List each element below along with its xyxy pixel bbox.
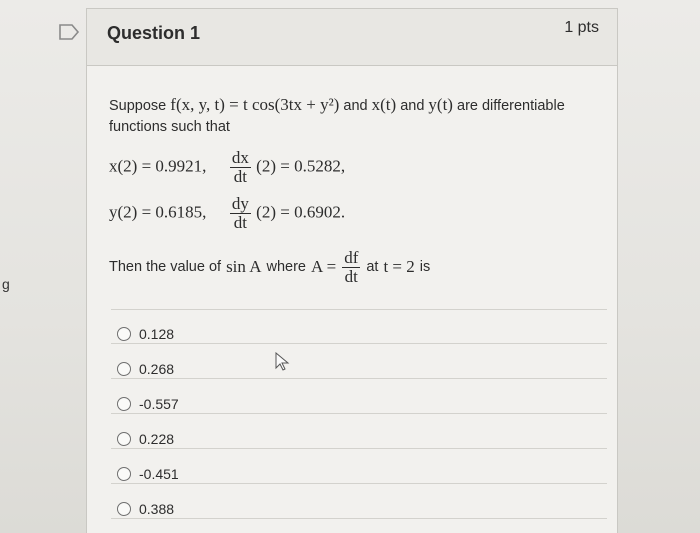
at-word: at: [366, 259, 379, 276]
question-title: Question 1: [107, 23, 201, 43]
where-word: where: [266, 259, 306, 276]
question-intro-line2: functions such that: [109, 119, 230, 135]
mouse-pointer-icon: [274, 352, 290, 372]
radio-button[interactable]: [117, 397, 131, 411]
dy-value: (2) = 0.6902.: [256, 202, 346, 222]
question-prompt: [109, 249, 430, 286]
radio-button[interactable]: [117, 467, 131, 481]
answer-option[interactable]: [117, 393, 179, 415]
equation-row-x: [109, 149, 345, 186]
dy-numerator: dy: [231, 194, 249, 213]
answer-label: 0.228: [139, 431, 175, 447]
flag-question-icon[interactable]: [58, 24, 80, 40]
edge-glyph: g: [2, 276, 10, 292]
df-numerator: df: [344, 248, 359, 267]
divider: [111, 518, 607, 519]
y-of-t: y(t): [428, 95, 453, 114]
answer-label: 0.388: [139, 501, 175, 517]
df-denominator: dt: [342, 267, 360, 286]
dx-denominator: dt: [230, 167, 251, 186]
answer-option[interactable]: [117, 498, 174, 520]
radio-button[interactable]: [117, 432, 131, 446]
divider: [111, 309, 607, 310]
divider: [111, 343, 607, 344]
answer-option[interactable]: [117, 323, 174, 345]
a-equals: A =: [311, 257, 337, 277]
question-points: 1 pts: [564, 19, 599, 36]
dy-dt-fraction: [230, 195, 251, 232]
divider: [111, 448, 607, 449]
divider: [111, 483, 607, 484]
is-word: is: [419, 259, 431, 276]
answer-label: -0.557: [139, 396, 179, 412]
df-dt-fraction: [342, 249, 360, 286]
sin-a: sin A: [226, 257, 262, 277]
equation-row-y: [109, 195, 345, 232]
then-prefix: Then the value of: [109, 259, 222, 276]
dx-numerator: dx: [231, 148, 249, 167]
question-header: [87, 9, 617, 66]
question-intro: [109, 95, 565, 115]
divider: [111, 413, 607, 414]
x-of-t: x(t): [371, 95, 397, 114]
radio-button[interactable]: [117, 362, 131, 376]
answer-label: 0.128: [139, 326, 175, 342]
t-equals-2: t = 2: [383, 257, 415, 277]
intro-and: and: [400, 98, 425, 114]
intro-prefix: Suppose: [109, 98, 167, 114]
answer-option[interactable]: [117, 463, 179, 485]
answer-option[interactable]: [117, 358, 174, 380]
dy-denominator: dt: [230, 213, 251, 232]
y-at-2: y(2) = 0.6185,: [109, 202, 207, 222]
radio-button[interactable]: [117, 502, 131, 516]
dx-dt-fraction: [230, 149, 251, 186]
question-card: [86, 8, 618, 533]
answer-option[interactable]: [117, 428, 174, 450]
answer-label: -0.451: [139, 466, 179, 482]
dx-value: (2) = 0.5282,: [256, 156, 346, 176]
x-at-2: x(2) = 0.9921,: [109, 156, 207, 176]
f-expression: f(x, y, t) = t cos(3tx + y²): [170, 95, 340, 114]
answer-label: 0.268: [139, 361, 175, 377]
intro-suffix: are differentiable: [457, 98, 565, 114]
radio-button[interactable]: [117, 327, 131, 341]
divider: [111, 378, 607, 379]
intro-mid: and: [343, 98, 368, 114]
